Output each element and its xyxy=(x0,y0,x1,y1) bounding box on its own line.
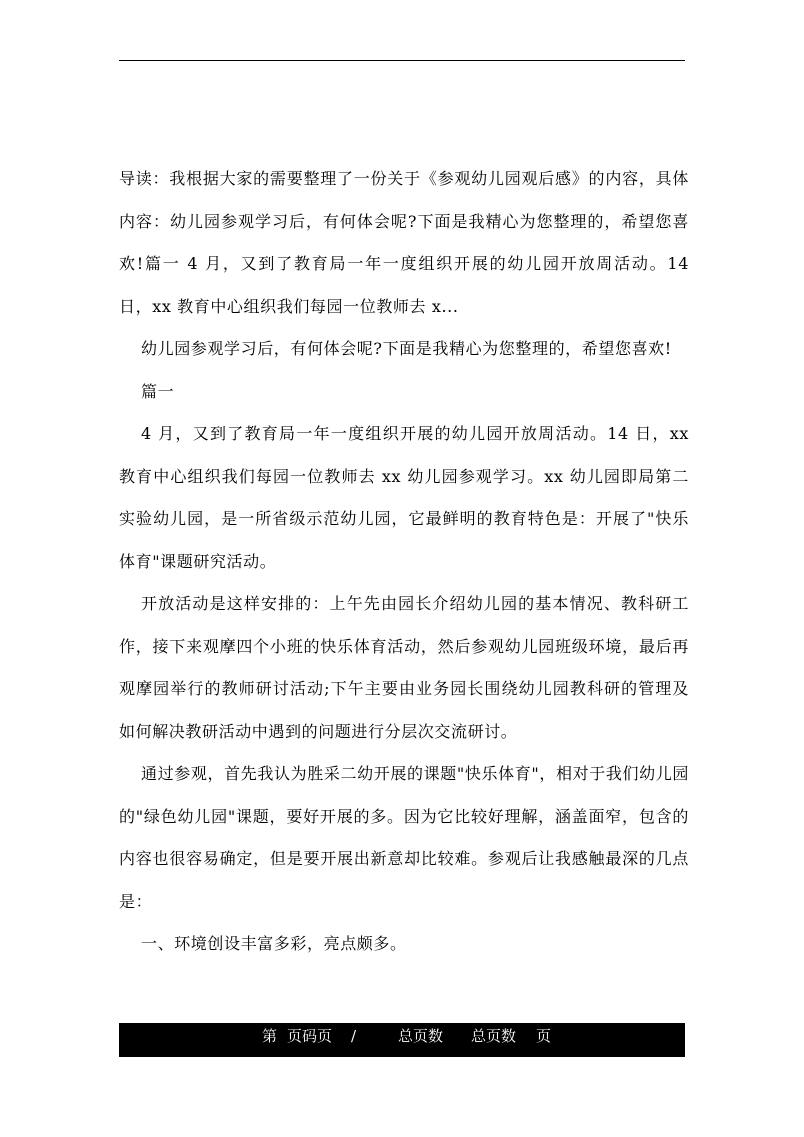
document-body xyxy=(119,158,689,966)
paragraph: 4 月，又到了教育局一年一度组织开展的幼儿园开放周活动。14 日，xx 教育中心组织我们每园一位教师去 xx 幼儿园参观学习。xx 幼儿园即局第二实验幼儿园，是一所省级示范幼儿园，它最鲜明的教育特色是：开展了"快乐体育"课题研究活动。 xyxy=(119,424,689,571)
footer-slash: / xyxy=(351,1027,357,1045)
footer-total-pages: 总页数 xyxy=(398,1027,444,1045)
footer-total-pages-2: 总页数 xyxy=(471,1027,517,1045)
paragraph: 通过参观，首先我认为胜采二幼开展的课题"快乐体育"，相对于我们幼儿园的"绿色幼儿园"课题，要好开展的多。因为它比较好理解，涵盖面窄，包含的内容也很容易确定，但是要开展出新意却比较难。参观后让我感触最深的几点是： xyxy=(119,764,689,911)
header-rule xyxy=(119,60,685,61)
section-heading: 篇一 xyxy=(141,381,175,401)
footer-di: 第 xyxy=(262,1027,278,1045)
footer-page-code: 页码页 xyxy=(287,1027,333,1045)
paragraph: 一、环境创设丰富多彩，亮点颇多。 xyxy=(141,934,407,953)
paragraph-intro: 导读：我根据大家的需要整理了一份关于《参观幼儿园观后感》的内容，具体内容：幼儿园参观学习后，有何体会呢?下面是我精心为您整理的，希望您喜欢!篇一 4 月，又到了教育局一年一度组织开展的幼儿园开放周活动。14 日，xx 教育中心组织我们每园一位教师去 x... xyxy=(119,169,689,316)
paragraph: 幼儿园参观学习后，有何体会呢?下面是我精心为您整理的，希望您喜欢! xyxy=(141,339,672,358)
paragraph: 开放活动是这样安排的：上午先由园长介绍幼儿园的基本情况、教科研工作，接下来观摩四个小班的快乐体育活动，然后参观幼儿园班级环境，最后再观摩园举行的教师研讨活动;下午主要由业务园长围绕幼儿园教科研的管理及如何解决教研活动中遇到的问题进行分层次交流研讨。 xyxy=(119,594,689,741)
footer-ye: 页 xyxy=(536,1027,552,1045)
page-footer xyxy=(119,1023,685,1057)
